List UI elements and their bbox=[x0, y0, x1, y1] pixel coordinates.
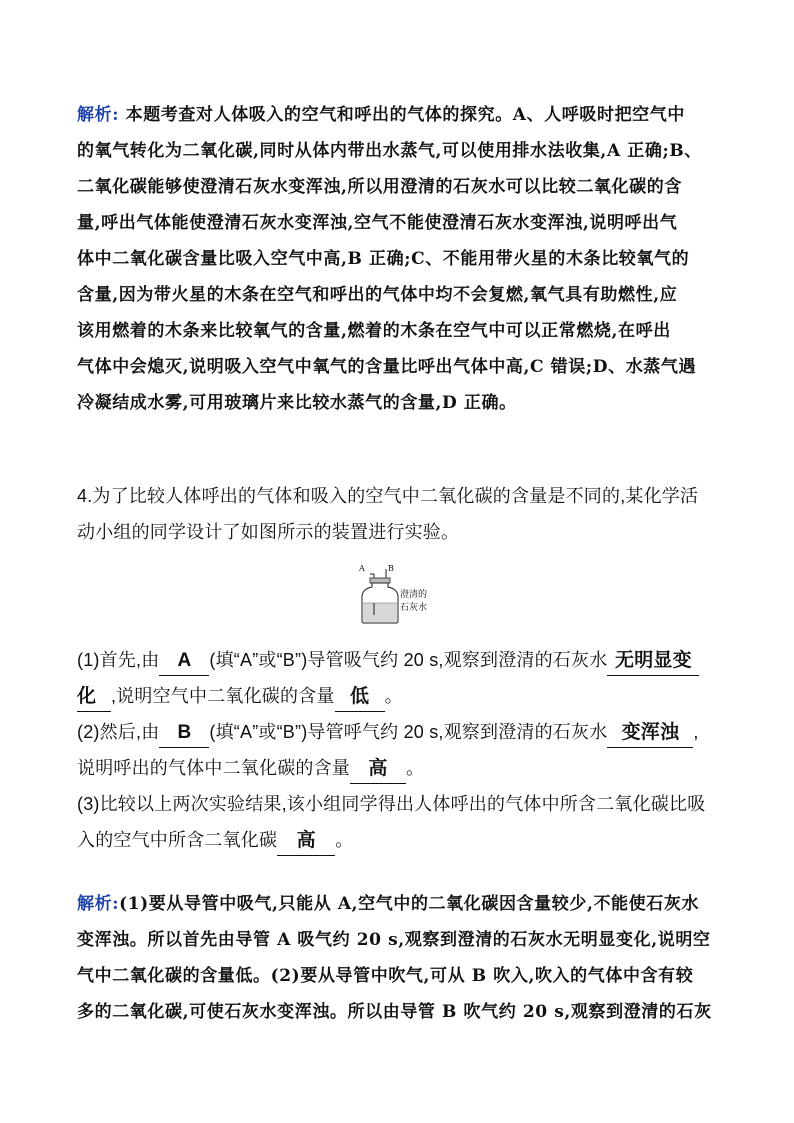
analysis-line: 解析: 本题考查对人体吸入的空气和呼出的气体的探究。A、人呼吸时把空气中 bbox=[77, 105, 685, 125]
figure-caption-line2: 石灰水 bbox=[400, 603, 428, 613]
part-2-line-1: (2)然后,由 B (填“A”或“B”)导管呼气约 20 s,观察到澄清的石灰水 变浑浊 , bbox=[77, 714, 717, 750]
analysis-line: 量,呼出气体能使澄清石灰水变浑浊,空气不能使澄清石灰水变浑浊,说明呼出气 bbox=[77, 213, 678, 233]
tube-label-b: B bbox=[388, 564, 394, 573]
answer-blank: 高 bbox=[350, 755, 406, 784]
answer-blank: 低 bbox=[335, 683, 385, 712]
tube-label-a: A bbox=[359, 564, 365, 573]
answer-blank: 化 bbox=[77, 683, 111, 712]
analysis-line: 多的二氧化碳,可使石灰水变浑浊。所以由导管 B 吹气约 20 s,观察到澄清的石灰 bbox=[77, 1002, 712, 1022]
analysis-label: 解析: bbox=[77, 105, 120, 125]
answer-blank: B bbox=[159, 719, 209, 748]
answer-blank: 无明显变 bbox=[607, 647, 699, 676]
part-2-line-2: 说明呼出的气体中二氧化碳的含量 高 。 bbox=[77, 750, 717, 786]
question-stem-line: 动小组的同学设计了如图所示的装置进行实验。 bbox=[77, 522, 460, 542]
analysis-line: 气中二氧化碳的含量低。(2)要从导管中吹气,可从 B 吹入,吹入的气体中含有较 bbox=[77, 966, 694, 986]
question-4-parts bbox=[77, 642, 717, 858]
answer-blank: 变浑浊 bbox=[607, 719, 693, 748]
analysis-block-2 bbox=[77, 886, 717, 1030]
question-4-stem bbox=[77, 478, 717, 550]
analysis-line: 冷凝结成水雾,可用玻璃片来比较水蒸气的含量,D 正确。 bbox=[77, 393, 517, 413]
analysis-line: 含量,因为带火星的木条在空气和呼出的气体中均不会复燃,氧气具有助燃性,应 bbox=[77, 285, 678, 305]
apparatus-figure bbox=[356, 565, 438, 627]
answer-blank: A bbox=[159, 647, 209, 676]
analysis-line: 气体中会熄灭,说明吸入空气中氧气的含量比呼出气体中高,C 错误;D、水蒸气遇 bbox=[77, 357, 697, 377]
analysis-label: 解析: bbox=[77, 894, 120, 914]
analysis-line: 二氧化碳能够使澄清石灰水变浑浊,所以用澄清的石灰水可以比较二氧化碳的含 bbox=[77, 177, 682, 197]
analysis-block-1 bbox=[77, 97, 717, 421]
analysis-line: 解析:(1)要从导管中吸气,只能从 A,空气中的二氧化碳因含量较少,不能使石灰水 bbox=[77, 894, 700, 914]
question-stem-line: 4.为了比较人体呼出的气体和吸入的空气中二氧化碳的含量是不同的,某化学活 bbox=[77, 486, 699, 506]
figure-caption-line1: 澄清的 bbox=[400, 590, 428, 600]
part-1-line-2: 化 ,说明空气中二氧化碳的含量 低 。 bbox=[77, 678, 717, 714]
part-3-line-1: (3)比较以上两次实验结果,该小组同学得出人体呼出的气体中所含二氧化碳比吸 bbox=[77, 794, 706, 814]
analysis-line: 该用燃着的木条来比较氧气的含量,燃着的木条在空气中可以正常燃烧,在呼出 bbox=[77, 321, 671, 341]
analysis-line: 的氧气转化为二氧化碳,同时从体内带出水蒸气,可以使用排水法收集,A 正确;B、 bbox=[77, 141, 702, 161]
part-3-line-2: 入的空气中所含二氧化碳 高 。 bbox=[77, 822, 717, 858]
answer-blank: 高 bbox=[277, 827, 335, 856]
part-1-line-1: (1)首先,由 A (填“A”或“B”)导管吸气约 20 s,观察到澄清的石灰水 无明显变 bbox=[77, 642, 717, 678]
analysis-line: 体中二氧化碳含量比吸入空气中高,B 正确;C、不能用带火星的木条比较氧气的 bbox=[77, 249, 690, 269]
analysis-line: 变浑浊。所以首先由导管 A 吸气约 20 s,观察到澄清的石灰水无明显变化,说明空 bbox=[77, 930, 711, 950]
